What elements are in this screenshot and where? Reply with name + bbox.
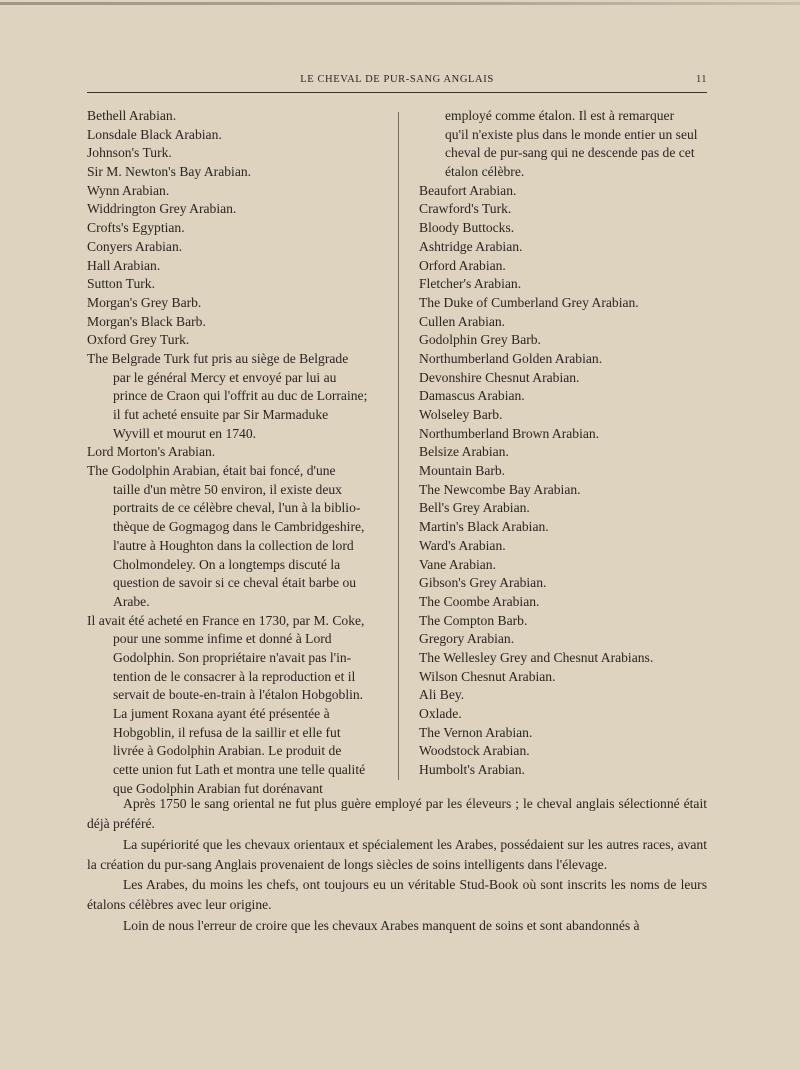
list-item: The Newcombe Bay Arabian. <box>419 481 581 497</box>
list-item: Oxlade. <box>419 706 462 721</box>
list-item: Northumberland Golden Arabian. <box>419 350 603 366</box>
text-line: pour une somme infime et donné à Lord <box>113 631 332 647</box>
list-item: Belsize Arabian. <box>419 444 509 460</box>
list-item: Beaufort Arabian. <box>419 182 517 198</box>
godolphin-continuation <box>419 107 709 182</box>
paragraph: Les Arabes, du moins les chefs, ont toujours eu un véritable Stud-Book où sont inscrits les noms de leurs étalons célèbres avec leur origine. <box>87 877 707 913</box>
text-line: portraits de ce célèbre cheval, l'un à la biblio- <box>113 500 361 516</box>
list-item: Sir M. Newton's Bay Arabian. <box>87 164 252 180</box>
belgrade-turk-entry <box>87 350 373 443</box>
list-item: Sutton Turk. <box>87 276 156 292</box>
list-item: Cullen Arabian. <box>419 313 506 329</box>
text-line: qu'il n'existe plus dans le monde entier un seul <box>445 126 698 142</box>
list-item: The Coombe Arabian. <box>419 593 540 609</box>
list-item: Hall Arabian. <box>87 257 161 273</box>
stallion-list-b <box>419 182 709 780</box>
list-item: Wynn Arabian. <box>87 182 170 198</box>
paragraph: Loin de nous l'erreur de croire que les chevaux Arabes manquent de soins et sont abandonnés à <box>123 917 640 933</box>
text-line: The Godolphin Arabian, était bai foncé, d'une <box>87 463 336 479</box>
text-line: servait de boute-en-train à l'étalon Hobgoblin. <box>113 687 364 703</box>
list-item: Wolseley Barb. <box>419 407 503 422</box>
list-item: Orford Arabian. <box>419 257 506 273</box>
list-item: Devonshire Chesnut Arabian. <box>419 369 580 385</box>
list-item: Lonsdale Black Arabian. <box>87 126 222 142</box>
text-line: taille d'un mètre 50 environ, il existe deux <box>113 481 342 497</box>
list-item: The Duke of Cumberland Grey Arabian. <box>419 294 639 310</box>
text-line: question de savoir si ce cheval était barbe ou <box>113 575 357 591</box>
page-header <box>87 74 707 94</box>
text-line: étalon célèbre. <box>445 164 525 180</box>
text-line: livrée à Godolphin Arabian. Le produit de <box>113 743 342 759</box>
running-title: LE CHEVAL DE PUR-SANG ANGLAIS <box>300 74 494 85</box>
text-line: The Belgrade Turk fut pris au siège de Belgrade <box>87 350 349 366</box>
text-line: l'autre à Houghton dans la collection de lord <box>113 537 354 553</box>
text-line: prince de Craon qui l'offrit au duc de Lorraine; <box>113 388 368 404</box>
text-line: Godolphin. Son propriétaire n'avait pas l'in- <box>113 649 352 665</box>
column-divider <box>398 112 399 780</box>
list-item: Oxford Grey Turk. <box>87 332 190 348</box>
list-item: Gibson's Grey Arabian. <box>419 575 547 591</box>
text-line: La jument Roxana ayant été présentée à <box>113 706 330 721</box>
list-item: The Vernon Arabian. <box>419 724 533 740</box>
text-line: Il avait été acheté en France en 1730, par M. Coke, <box>87 612 365 628</box>
header-rule <box>87 92 707 93</box>
list-item: Ashtridge Arabian. <box>419 238 523 254</box>
text-line: cette union fut Lath et montra une telle qualité <box>113 762 366 778</box>
text-line: employé comme étalon. Il est à remarquer <box>445 108 675 123</box>
list-item: Martin's Black Arabian. <box>419 519 549 535</box>
page-number: 11 <box>696 74 707 85</box>
list-item: Conyers Arabian. <box>87 238 183 254</box>
list-item: Damascus Arabian. <box>419 388 525 404</box>
list-item: Crofts's Egyptian. <box>87 220 185 236</box>
text-line: Arabe. <box>113 593 150 609</box>
text-line: Hobgoblin, il refusa de la saillir et elle fut <box>113 724 341 740</box>
list-item: Ward's Arabian. <box>419 537 506 553</box>
text-line: il fut acheté ensuite par Sir Marmaduke <box>113 407 329 422</box>
list-item: Johnson's Turk. <box>87 145 172 161</box>
list-item: Mountain Barb. <box>419 463 506 479</box>
page-edge-shadow <box>0 2 800 5</box>
text-line: par le général Mercy et envoyé par lui au <box>113 369 337 385</box>
list-item: Fletcher's Arabian. <box>419 276 522 292</box>
paragraph: Après 1750 le sang oriental ne fut plus guère employé par les éleveurs ; le cheval anglais sélectionné était déjà préféré. <box>87 796 707 832</box>
list-item: Widdrington Grey Arabian. <box>87 201 237 217</box>
list-item: Morgan's Black Barb. <box>87 313 206 329</box>
list-item: Bell's Grey Arabian. <box>419 500 530 516</box>
body-text <box>87 794 707 936</box>
list-item: Humbolt's Arabian. <box>419 762 525 778</box>
left-column <box>87 107 373 798</box>
list-item: Crawford's Turk. <box>419 201 512 217</box>
list-item: Vane Arabian. <box>419 556 497 572</box>
paragraph: La supériorité que les chevaux orientaux et spécialement les Arabes, possédaient sur les autres races, avant la création du pur-sang Anglais provenaient de longs siècles de soins intelligents dans l'élevage. <box>87 836 707 872</box>
list-item: Ali Bey. <box>419 687 465 703</box>
text-line: tention de le consacrer à la reproduction et il <box>113 668 356 684</box>
list-item: Godolphin Grey Barb. <box>419 332 541 348</box>
right-column <box>419 107 709 780</box>
list-item: Gregory Arabian. <box>419 631 515 647</box>
list-item: The Compton Barb. <box>419 612 528 628</box>
list-item: Northumberland Brown Arabian. <box>419 425 600 441</box>
list-item: The Wellesley Grey and Chesnut Arabians. <box>419 649 654 665</box>
list-item: Lord Morton's Arabian. <box>87 444 216 460</box>
text-line: Cholmondeley. On a longtemps discuté la <box>113 556 341 572</box>
list-item: Wilson Chesnut Arabian. <box>419 668 556 684</box>
list-item: Woodstock Arabian. <box>419 743 530 759</box>
list-item: Bethell Arabian. <box>87 108 177 123</box>
coke-purchase-entry <box>87 612 373 799</box>
list-item: Bloody Buttocks. <box>419 220 515 236</box>
godolphin-arabian-entry <box>87 462 373 612</box>
stallion-list-a <box>87 107 373 350</box>
list-item: Morgan's Grey Barb. <box>87 294 202 310</box>
text-line: que Godolphin Arabian fut dorénavant <box>113 780 323 796</box>
text-line: thèque de Gogmagog dans le Cambridgeshire, <box>113 519 365 535</box>
text-line: cheval de pur-sang qui ne descende pas de cet <box>445 145 695 161</box>
text-line: Wyvill et mourut en 1740. <box>113 425 257 441</box>
